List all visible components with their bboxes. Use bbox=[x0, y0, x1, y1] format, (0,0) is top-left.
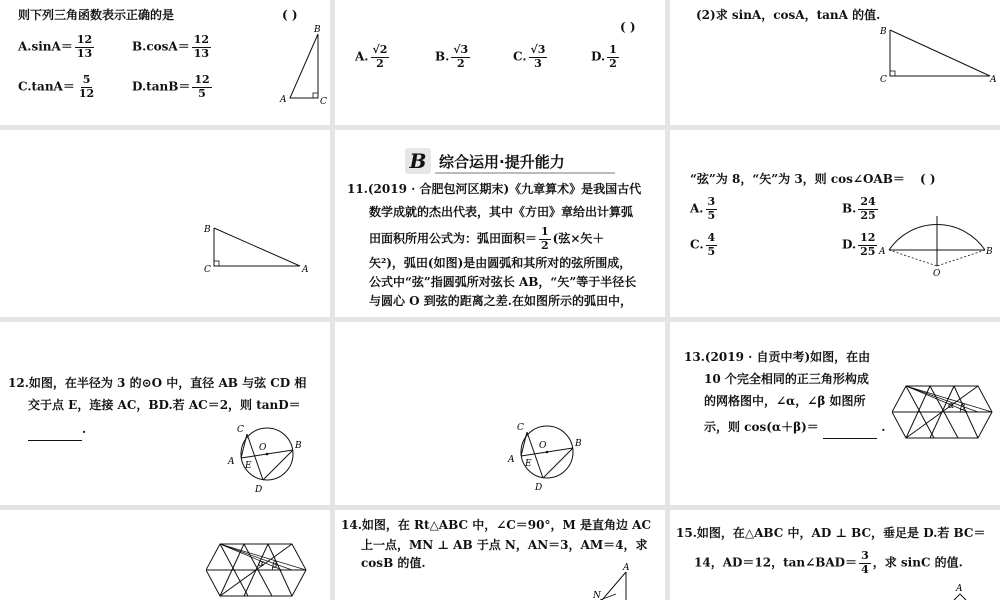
section-banner bbox=[405, 148, 605, 174]
option-d: D. $\frac{12}{25}$ bbox=[842, 231, 876, 258]
q11-line-4: 矢²)，弧田(如图)是由圆弧和其所对的弦所围成， bbox=[369, 256, 632, 270]
answer-blank[interactable] bbox=[28, 427, 82, 441]
right-triangle-figure bbox=[590, 560, 650, 600]
option-c: C. $\frac{4}{5}$ bbox=[690, 231, 716, 258]
circle-figure bbox=[505, 420, 595, 495]
label-e: E bbox=[245, 461, 252, 471]
label-c: C bbox=[880, 75, 887, 85]
label-b: B bbox=[880, 27, 887, 37]
section-letter: B bbox=[405, 148, 431, 174]
label-alpha: α bbox=[948, 401, 955, 411]
label-a: A bbox=[302, 265, 309, 275]
label-o: O bbox=[933, 269, 941, 279]
option-b: B.cosA＝ $\frac{12}{13}$ bbox=[132, 33, 210, 60]
question-text: 则下列三角函数表示正确的是 bbox=[18, 8, 175, 22]
answer-paren: ( ) bbox=[920, 172, 936, 186]
label-a: A bbox=[956, 584, 963, 594]
q14-line-1: 14.如图，在 Rt△ABC 中，∠C＝90°，M 是直角边 AC bbox=[341, 518, 652, 532]
label-beta: β bbox=[272, 561, 278, 571]
option-c: C. $\frac{√3}{3}$ bbox=[513, 43, 546, 70]
label-a: A bbox=[280, 95, 287, 105]
triangle-figure bbox=[200, 220, 320, 280]
q12-line-3: . bbox=[28, 418, 86, 441]
label-e: E bbox=[525, 459, 532, 469]
label-n: N bbox=[593, 591, 601, 600]
label-a: A bbox=[623, 563, 630, 573]
label-c: C bbox=[517, 423, 524, 433]
label-beta: β bbox=[960, 403, 966, 413]
label-b: B bbox=[295, 441, 302, 451]
label-c: C bbox=[320, 97, 327, 107]
option-a: A.sinA＝ $\frac{12}{13}$ bbox=[18, 33, 93, 60]
section-title: 综合运用·提升能力 bbox=[439, 153, 565, 171]
label-d: D bbox=[255, 485, 263, 495]
option-a: A. $\frac{√2}{2}$ bbox=[355, 43, 388, 70]
panel-grid-figure bbox=[0, 510, 330, 600]
label-b: B bbox=[204, 225, 211, 235]
panel-circle-figure bbox=[335, 322, 665, 505]
q13-line-1: 13.(2019 · 自贡中考)如图，在由 bbox=[684, 350, 871, 364]
panel-q11-options bbox=[670, 130, 1000, 317]
triangle-grid-figure bbox=[206, 540, 312, 600]
option-a: A. $\frac{3}{5}$ bbox=[690, 195, 716, 222]
label-d: D bbox=[535, 483, 543, 493]
label-o: O bbox=[259, 443, 267, 453]
label-b: B bbox=[314, 25, 321, 35]
label-c: C bbox=[237, 425, 244, 435]
question-text: “弦”为 8，“矢”为 3，则 cos∠OAB＝ bbox=[690, 172, 905, 186]
triangle-figure bbox=[870, 22, 1000, 92]
q12-line-2: 交于点 E，连接 AC，BD.若 AC＝2，则 tanD＝ bbox=[28, 398, 301, 412]
option-c: C.tanA＝ $\frac{5}{12}$ bbox=[18, 73, 95, 100]
label-o: O bbox=[539, 441, 547, 451]
q13-line-2: 10 个完全相同的正三角形构成 bbox=[704, 372, 869, 386]
answer-blank[interactable] bbox=[823, 425, 877, 439]
q14-line-2: 上一点，MN ⊥ AB 于点 N，AN＝3，AM＝4，求 bbox=[361, 538, 648, 552]
label-c: C bbox=[204, 265, 211, 275]
panel-q13 bbox=[670, 322, 1000, 505]
triangle-figure bbox=[270, 22, 330, 112]
section-rule bbox=[435, 172, 615, 174]
answer-paren: ( ) bbox=[282, 8, 298, 22]
q15-line-2: 14，AD＝12，tan∠BAD＝ $\frac{3}{4}$ ，求 sinC 的值. bbox=[694, 549, 963, 576]
option-b: B. $\frac{24}{25}$ bbox=[842, 195, 876, 222]
panel-q-sin-options bbox=[0, 0, 330, 125]
option-b: B. $\frac{√3}{2}$ bbox=[435, 43, 469, 70]
label-a: A bbox=[228, 457, 235, 467]
label-b: B bbox=[575, 439, 582, 449]
label-a: A bbox=[508, 455, 515, 465]
q11-line-6: 与圆心 O 到弦的距离之差.在如图所示的弧田中， bbox=[369, 294, 632, 308]
option-d: D.tanB＝ $\frac{12}{5}$ bbox=[132, 73, 210, 100]
label-alpha: α bbox=[258, 559, 265, 569]
panel-q11 bbox=[335, 130, 665, 317]
q13-line-3: 的网格图中，∠α，∠β 如图所 bbox=[704, 394, 866, 408]
q11-line-5: 公式中“弦”指圆弧所对弦长 AB，“矢”等于半径长 bbox=[369, 275, 637, 289]
label-a: A bbox=[990, 75, 997, 85]
q12-line-1: 12.如图，在半径为 3 的⊙O 中，直径 AB 与弦 CD 相 bbox=[8, 376, 307, 390]
option-d: D. $\frac{1}{2}$ bbox=[591, 43, 617, 70]
q11-line-1: 11.(2019 · 合肥包河区期末)《九章算术》是我国古代 bbox=[347, 182, 642, 196]
label-b: B bbox=[986, 247, 993, 257]
panel-q15 bbox=[670, 510, 1000, 600]
panel-q14 bbox=[335, 510, 665, 600]
triangle-grid-figure bbox=[892, 382, 998, 444]
q11-line-3: 田面积所用公式为：弧田面积＝ $\frac{1}{2}$ (弦×矢＋ bbox=[369, 225, 605, 252]
panel-q-sub2 bbox=[670, 0, 1000, 125]
question-text: (2)求 sinA，cosA，tanA 的值. bbox=[696, 8, 881, 22]
q14-line-3: cosB 的值. bbox=[361, 556, 426, 570]
triangle-figure bbox=[940, 582, 980, 600]
answer-paren: ( ) bbox=[620, 20, 636, 34]
label-a: A bbox=[879, 247, 886, 257]
arc-field-figure bbox=[875, 208, 995, 280]
panel-triangle-figure bbox=[0, 130, 330, 317]
panel-q-fraction-options bbox=[335, 0, 665, 125]
q13-line-4: 示，则 cos(α＋β)＝ . bbox=[704, 416, 885, 439]
q15-line-1: 15.如图，在△ABC 中，AD ⊥ BC，垂足是 D.若 BC＝ bbox=[676, 526, 986, 540]
panel-q12 bbox=[0, 322, 330, 505]
q11-line-2: 数学成就的杰出代表，其中《方田》章给出计算弧 bbox=[369, 205, 634, 219]
circle-figure bbox=[225, 422, 315, 497]
